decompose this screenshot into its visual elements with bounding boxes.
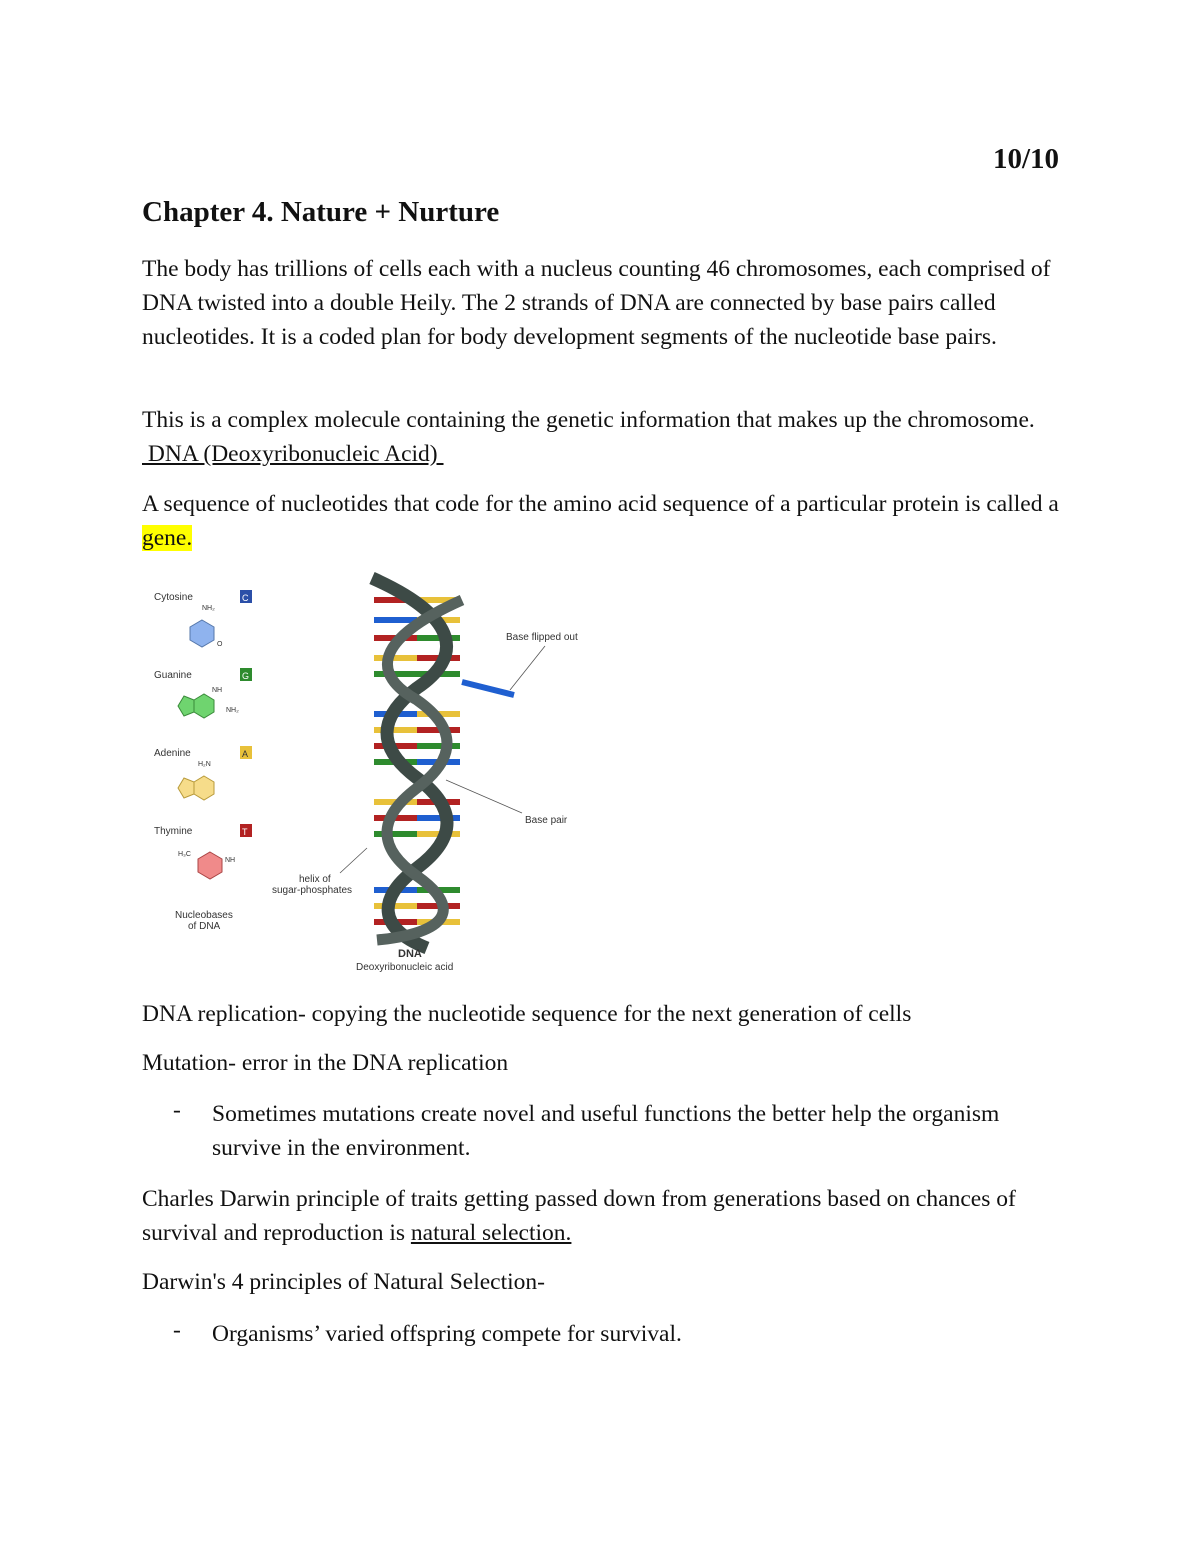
cytosine-label: Cytosine (154, 592, 193, 603)
bullet-mutations: Sometimes mutations create novel and useful functions the better help the organism survive in the environment. (212, 1101, 1000, 1161)
paragraph-dna-definition (142, 403, 1072, 471)
bullet-marker: - (173, 1097, 181, 1123)
paragraph-mutation: Mutation- error in the DNA replication (142, 1050, 509, 1076)
cytosine-nh2: NH₂ (202, 605, 215, 612)
dna-definition-text: This is a complex molecule containing the genetic information that makes up the chromosome. (142, 407, 1035, 433)
guanine-molecule-icon (194, 694, 214, 718)
flipped-base (462, 682, 514, 695)
dna-figure-title: DNA (398, 948, 422, 960)
dna-figure (142, 570, 622, 980)
bullet-marker: - (173, 1317, 181, 1343)
nucleobases-panel (154, 590, 252, 932)
base-flipped-label: Base flipped out (506, 632, 578, 643)
thymine-nh: NH (225, 857, 236, 864)
gene-definition-text: A sequence of nucleotides that code for the amino acid sequence of a particular protein is called a (142, 491, 1059, 517)
guanine-nh2: NH₂ (226, 707, 239, 714)
chapter-title: Chapter 4. Nature + Nurture (142, 196, 500, 228)
dna-term: DNA (Deoxyribonucleic Acid) (142, 441, 444, 467)
natural-selection-term: natural selection. (410, 1220, 572, 1246)
bullet-organisms: Organisms’ varied offspring compete for survival. (212, 1321, 682, 1347)
adenine-label: Adenine (154, 748, 191, 759)
paragraph-natural-selection (142, 1182, 1072, 1250)
cytosine-molecule-icon (190, 620, 214, 647)
adenine-molecule-icon (194, 776, 214, 800)
thymine-label: Thymine (154, 826, 193, 837)
gene-term-highlight: gene. (142, 525, 193, 551)
guanine-ring-2 (178, 696, 194, 716)
base-pair-label: Base pair (525, 815, 568, 826)
guanine-label: Guanine (154, 670, 192, 681)
nucleobases-caption-line1: Nucleobases (175, 910, 233, 921)
cytosine-o: O (217, 641, 223, 648)
base-pair-leader-line (446, 780, 522, 813)
paragraph-darwin-principles: Darwin's 4 principles of Natural Selection- (142, 1269, 545, 1295)
helix-label-line2: sugar-phosphates (272, 885, 353, 896)
thymine-letter: T (242, 827, 248, 837)
helix-leader-line (340, 848, 367, 873)
flipped-leader-line (510, 646, 545, 690)
adenine-letter: A (242, 749, 249, 759)
nucleobases-caption-line2: of DNA (188, 921, 221, 932)
paragraph-cells: The body has trillions of cells each with a nucleus counting 46 chromosomes, each comprised of DNA twisted into a double Heily. The 2 strands of DNA are connected by base pairs called nucleotides. It is a coded plan for body development segments of the nucleotide base pairs. (142, 256, 1051, 350)
natural-selection-text: Charles Darwin principle of traits getting passed down from generations based on chances of survival and reproduction is (142, 1186, 1016, 1246)
guanine-letter: G (242, 671, 250, 681)
adenine-ring-2 (178, 778, 194, 798)
dna-figure-subtitle: Deoxyribonucleic acid (356, 962, 454, 973)
thymine-molecule-icon (198, 852, 222, 879)
paragraph-gene (142, 487, 1072, 555)
thymine-h3c: H₃C (178, 851, 191, 858)
guanine-nh: NH (212, 687, 223, 694)
double-helix (372, 578, 514, 948)
adenine-h2n: H₂N (198, 761, 211, 768)
helix-label-line1: helix of (299, 874, 331, 885)
paragraph-dna-replication: DNA replication- copying the nucleotide sequence for the next generation of cells (142, 1001, 912, 1027)
cytosine-letter: C (242, 593, 249, 603)
score: 10/10 (992, 143, 1059, 175)
